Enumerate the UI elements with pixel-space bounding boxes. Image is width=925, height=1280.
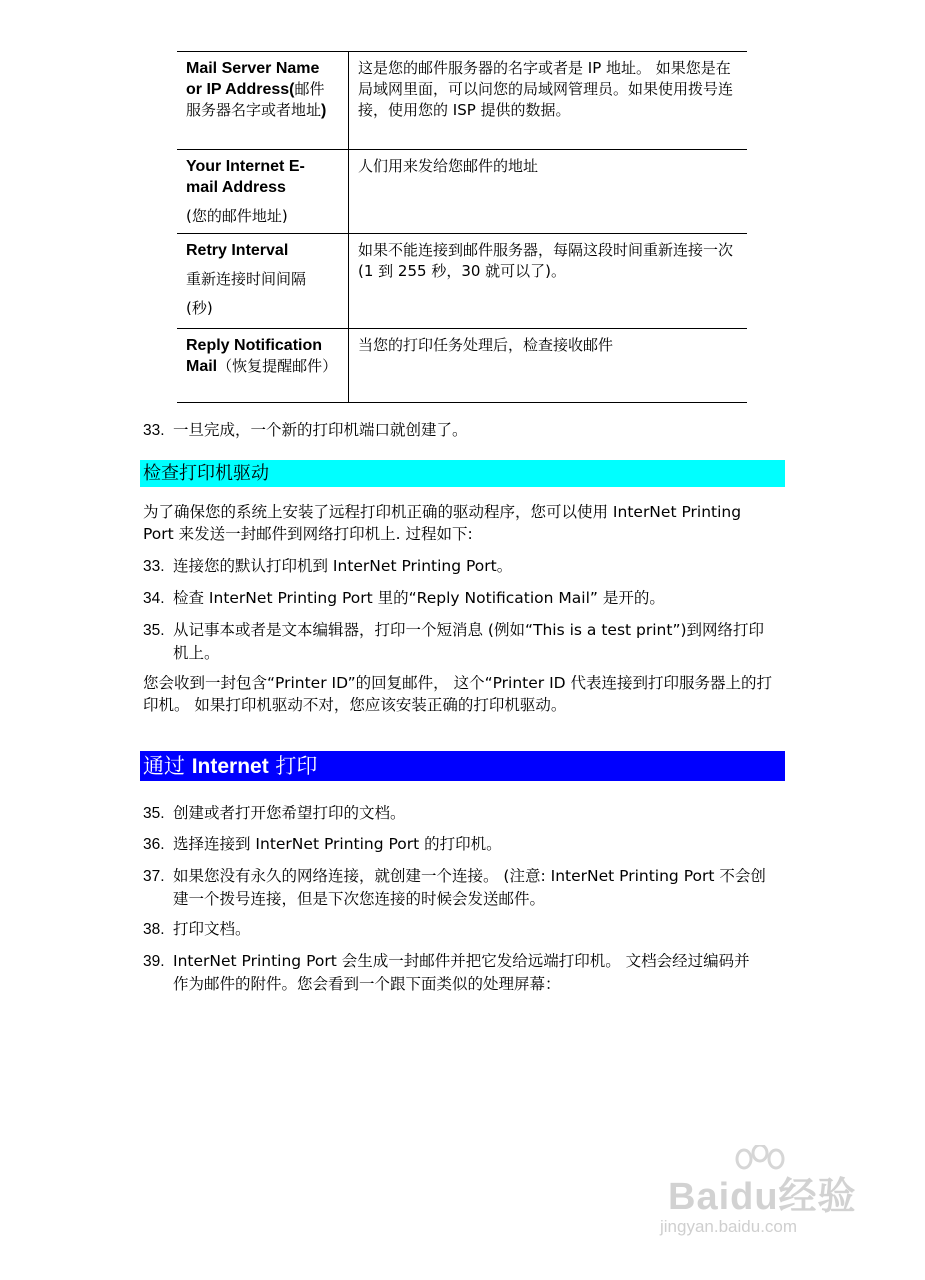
- step-text: 打印文档。: [173, 920, 251, 938]
- table-label-cell: [177, 150, 349, 234]
- step-text: 选择连接到 InterNet Printing Port 的打印机。: [173, 835, 502, 853]
- table-label-cell: [177, 234, 349, 329]
- baidu-watermark: [650, 1145, 880, 1245]
- step-text-continued: 作为邮件的附件。您会看到一个跟下面类似的处理屏幕：: [173, 975, 561, 993]
- heading-bold: Internet: [191, 755, 269, 778]
- heading-post: 打印: [268, 754, 318, 778]
- list-item: [143, 865, 783, 910]
- label-en: Reply Notification Mail: [186, 337, 323, 375]
- table-desc-cell: 人们用来发给您邮件的地址: [349, 150, 748, 234]
- label-en: Mail Server Name or IP Address(: [186, 60, 320, 98]
- table-row: [177, 150, 747, 234]
- watermark-url: jingyan.baidu.com: [660, 1217, 798, 1236]
- step-text: 连接您的默认打印机到 InterNet Printing Port。: [173, 557, 513, 575]
- table-desc-cell: 如果不能连接到邮件服务器，每隔这段时间重新连接一次(1 到 255 秒，30 就可以了)。: [349, 234, 748, 329]
- section1-intro: 为了确保您的系统上安装了远程打印机正确的驱动程序，您可以使用 InterNet Printing Port 来发送一封邮件到网络打印机上. 过程如下:: [143, 503, 742, 543]
- list-item: [143, 950, 783, 995]
- step-text: 从记事本或者是文本编辑器，打印一个短消息 (例如“This is a test print”)到网络打印: [173, 621, 765, 639]
- heading-pre: 通过: [143, 754, 192, 778]
- label-en: Your Internet E-mail Address: [186, 158, 305, 196]
- step-text-continued: 建一个拨号连接，但是下次您连接的时候会发送邮件。: [173, 890, 546, 908]
- step-number: 36.: [143, 836, 165, 853]
- step-text: InterNet Printing Port 会生成一封邮件并把它发给远端打印机。 文档会经过编码并: [173, 952, 750, 970]
- step-number: 33.: [143, 558, 165, 575]
- step-number: 39.: [143, 953, 165, 970]
- label-unit: (秒): [186, 299, 213, 317]
- label-cn: (您的邮件地址): [186, 207, 288, 225]
- watermark-logo-text: Baidu经验: [668, 1176, 857, 1218]
- label-tail: ): [321, 102, 327, 119]
- step-text: 检查 InterNet Printing Port 里的“Reply Notification Mail” 是开的。: [173, 589, 665, 607]
- table-label-cell: [177, 329, 349, 403]
- step-number: 35.: [143, 805, 165, 822]
- settings-table: [177, 51, 747, 403]
- step-text: 如果您没有永久的网络连接，就创建一个连接。 (注意: InterNet Printing Port 不会创: [173, 867, 766, 885]
- list-item: [143, 918, 783, 941]
- step-text: 一旦完成，一个新的打印机端口就创建了。: [173, 421, 468, 439]
- list-item: [143, 555, 783, 578]
- step-number: 33.: [143, 422, 165, 439]
- table-label-cell: [177, 52, 349, 150]
- label-cn: 邮件服务器名字或者地址: [186, 80, 325, 119]
- step-number: 35.: [143, 622, 165, 639]
- step-number: 38.: [143, 921, 165, 938]
- label-cn: （恢复提醒邮件）: [217, 357, 338, 375]
- step-text-continued: 机上。: [173, 644, 220, 662]
- table-row: [177, 234, 747, 329]
- list-item: [143, 833, 783, 856]
- table-row: [177, 52, 747, 150]
- label-en: Retry Interval: [186, 242, 289, 259]
- list-item: [143, 619, 783, 664]
- label-cn: 重新连接时间间隔: [186, 270, 307, 288]
- section1-outro: 您会收到一封包含“Printer ID”的回复邮件， 这个“Printer ID 代表连接到打印服务器上的打印机。 如果打印机驱动不对，您应该安装正确的打印机驱动。: [143, 674, 773, 714]
- table-desc-cell: 当您的打印任务处理后，检查接收邮件: [349, 329, 748, 403]
- list-item: [143, 419, 783, 442]
- step-text: 创建或者打开您希望打印的文档。: [173, 804, 406, 822]
- table-row: [177, 329, 747, 403]
- step-number: 37.: [143, 868, 165, 885]
- section-heading-print-internet: [140, 751, 785, 781]
- step-number: 34.: [143, 590, 165, 607]
- list-item: [143, 802, 783, 825]
- list-item: [143, 587, 783, 610]
- section-heading-check-driver: 检查打印机驱动: [140, 460, 785, 487]
- table-desc-cell: 这是您的邮件服务器的名字或者是 IP 地址。 如果您是在局域网里面，可以问您的局域网管理员。如果使用拨号连接，使用您的 ISP 提供的数据。: [349, 52, 748, 150]
